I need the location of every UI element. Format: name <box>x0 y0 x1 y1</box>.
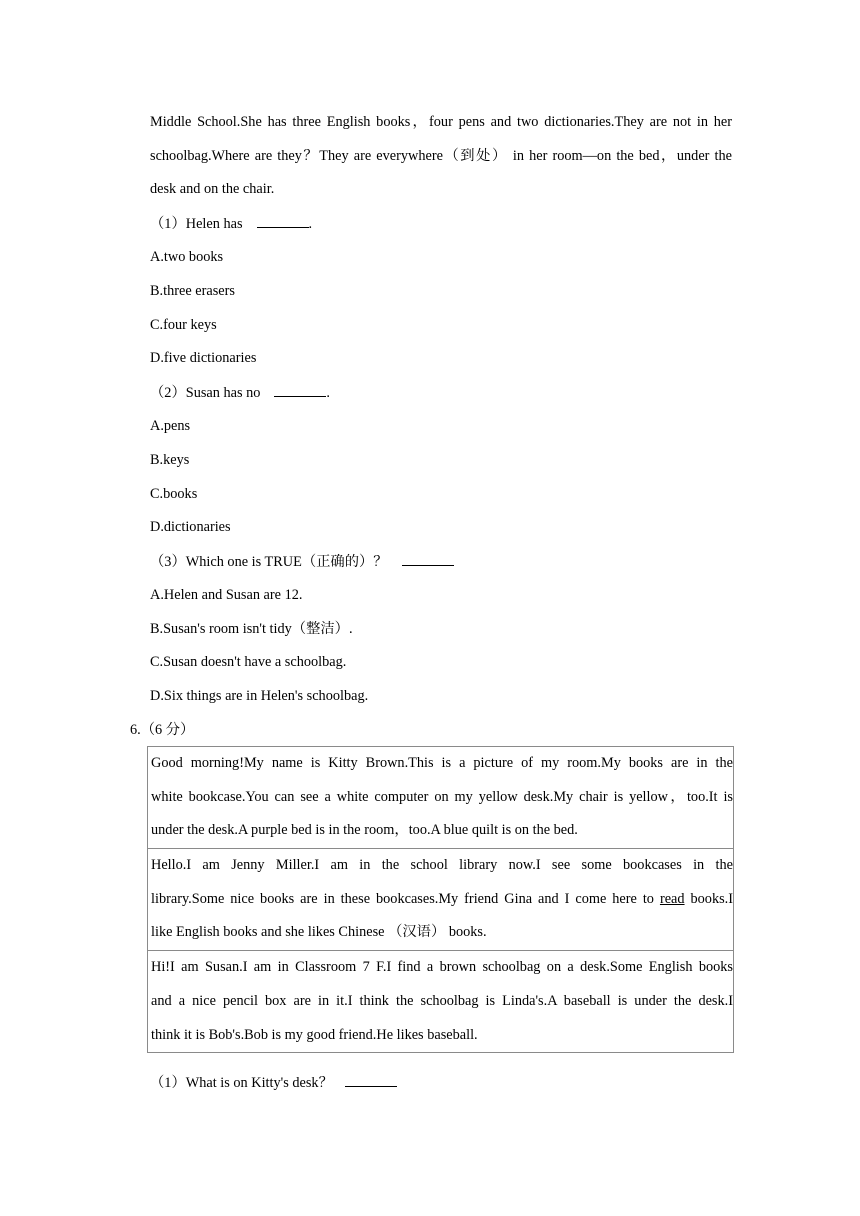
passage-line: library.Some nice books are in these bookcases.My friend Gina and I come here to read books.I <box>151 890 733 907</box>
passage-line: Good morning!My name is Kitty Brown.This is a picture of my room.My books are in the <box>151 755 733 771</box>
underlined-word: read <box>659 890 685 907</box>
question-5-1-stem: （1）Helen has . <box>150 213 312 234</box>
passage-line-3: desk and on the chair. <box>150 181 275 197</box>
answer-blank[interactable] <box>402 551 454 566</box>
passage-cell <box>148 747 734 849</box>
answer-blank[interactable] <box>257 213 309 228</box>
passage-line-2: schoolbag.Where are they？They are everywhere（到处） in her room—on the bed，under the <box>150 148 732 164</box>
option-d: D.dictionaries <box>150 519 231 535</box>
question-5-3-stem: （3）Which one is TRUE（正确的）？ <box>150 551 454 572</box>
passage-line: like English books and she likes Chinese （汉语） books. <box>151 924 487 941</box>
option-d: D.five dictionaries <box>150 350 257 366</box>
passage-line: and a nice pencil box are in it.I think the schoolbag is Linda's.A baseball is under the desk.I <box>151 992 733 1009</box>
passage-line: think it is Bob's.Bob is my good friend.He likes baseball. <box>151 1026 478 1043</box>
question-6-1-stem: （1）What is on Kitty's desk？ <box>150 1072 397 1093</box>
passage-line: white bookcase.You can see a white computer on my yellow desk.My chair is yellow，too.It is <box>151 788 733 805</box>
option-a: A.two books <box>150 249 224 265</box>
option-b: B.Susan's room isn't tidy（整洁）. <box>150 621 353 637</box>
option-b: B.three erasers <box>150 283 235 299</box>
answer-blank[interactable] <box>274 382 326 397</box>
option-c: C.Susan doesn't have a schoolbag. <box>150 654 347 670</box>
option-c: C.four keys <box>150 317 217 333</box>
passage-line: Hello.I am Jenny Miller.I am in the school library now.I see some bookcases in the <box>151 857 733 874</box>
passage-row-susan <box>148 951 734 1053</box>
option-a: A.Helen and Susan are 12. <box>150 587 303 603</box>
passages-table <box>147 746 734 1053</box>
option-d: D.Six things are in Helen's schoolbag. <box>150 688 369 704</box>
passage-cell <box>148 849 734 951</box>
option-a: A.pens <box>150 418 191 434</box>
passage-row-kitty <box>148 747 734 849</box>
question-6-label: 6.（6 分） <box>130 722 195 738</box>
option-c: C.books <box>150 486 198 502</box>
passage-cell <box>148 951 734 1053</box>
passage-line: Hi!I am Susan.I am in Classroom 7 F.I find a brown schoolbag on a desk.Some English books <box>151 959 733 976</box>
question-5-2-stem: （2）Susan has no . <box>150 382 330 403</box>
passage-row-jenny <box>148 849 734 951</box>
passage-line: under the desk.A purple bed is in the room，too.A blue quilt is on the bed. <box>151 822 578 839</box>
option-b: B.keys <box>150 452 190 468</box>
answer-blank[interactable] <box>345 1072 397 1087</box>
passage-line-1: Middle School.She has three English books，four pens and two dictionaries.They are not in her <box>150 114 732 130</box>
